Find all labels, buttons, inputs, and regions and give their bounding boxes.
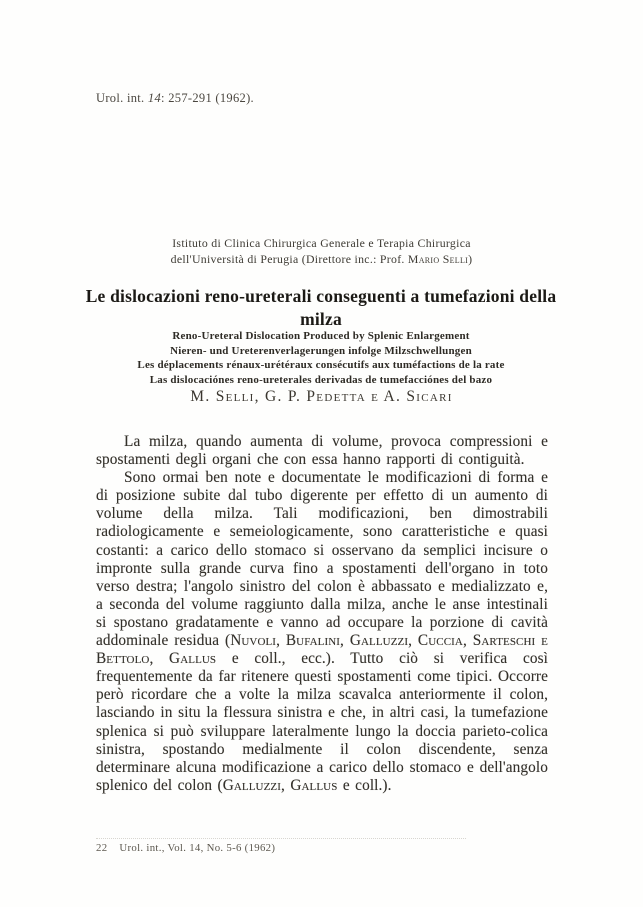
citation-volume: 14 — [147, 91, 162, 105]
institute-affiliation — [0, 235, 643, 267]
journal-citation — [96, 91, 254, 106]
article-title: Le dislocazioni reno-ureterali conseguenti a tumefazioni della milza — [85, 286, 557, 329]
citation-journal: Urol. int. — [96, 91, 148, 105]
authors-line: M. Selli, G. P. Pedetta e A. Sicari — [190, 388, 453, 405]
citation-pages: : 257-291 (1962). — [161, 91, 254, 105]
subtitle-english: Reno-Ureteral Dislocation Produced by Splenic Enlargement — [172, 330, 470, 342]
director-name: Mario Selli — [407, 252, 469, 266]
page-number: 22 — [96, 842, 108, 854]
paragraph: La milza, quando aumenta di volume, provoca compressioni e spostamenti degli organi che con essa hanno rapporti di contiguità. — [96, 433, 548, 469]
journal-ref: Urol. int., Vol. 14, No. 5-6 (1962) — [119, 842, 276, 854]
page-footer — [96, 838, 466, 854]
translated-titles — [71, 329, 571, 388]
paragraph: Sono ormai ben note e documentate le modificazioni di forma e di posizione subite dal tubo digerente per effetto di un aumento di volume della milza. Tali modificazioni, ben dimostrabili radiologicamente e semeiologicamente, sono caratteristiche e quasi costanti: a carico dello stomaco si osservano da semplici incisure o impronte sulla grande curva fino a spostamenti dell'organo in toto verso destra; l'angolo sinistro del colon è abbassato e medializzato e, a seconda del volume raggiunto dalla milza, anche le anse intestinali si spostano gradatamente e vanno ad occupare la porzione di cavità addominale residua (Nuvoli, Bufalini, Galluzzi, Cuccia, Sarteschi e Bettolo, Gallus e coll., ecc.). Tutto ciò si verifica così frequentemente da far ritenere questi spostamenti come tipici. Occorre però ricordare che a volte la milza scavalca anteriormente il colon, lasciando in situ la flessura sinistra e che, in altri casi, la tumefazione splenica si può sviluppare lateralmente lungo la doccia parieto-colica sinistra, spostando medialmente il colon discendente, senza determinare alcuna modificazione a carico dello stomaco e dell'angolo splenico del colon (Galluzzi, Gallus e coll.). — [96, 469, 548, 794]
institute-line1: Istituto di Clinica Chirurgica Generale e Terapia Chirurgica — [172, 236, 471, 250]
institute-line2-close: ) — [468, 252, 473, 266]
institute-line2: dell'Università di Perugia (Direttore inc.: Prof. — [170, 252, 408, 266]
article-body — [96, 433, 548, 795]
subtitle-spanish: Las dislocaciónes reno-ureterales derivadas de tumefacciónes del bazo — [149, 374, 493, 387]
subtitle-french: Les déplacements rénaux-urétéraux consécutifs aux tuméfactions de la rate — [137, 359, 505, 372]
subtitle-german: Nieren- und Ureterenverlagerungen infolge Milzschwellungen — [170, 344, 472, 357]
